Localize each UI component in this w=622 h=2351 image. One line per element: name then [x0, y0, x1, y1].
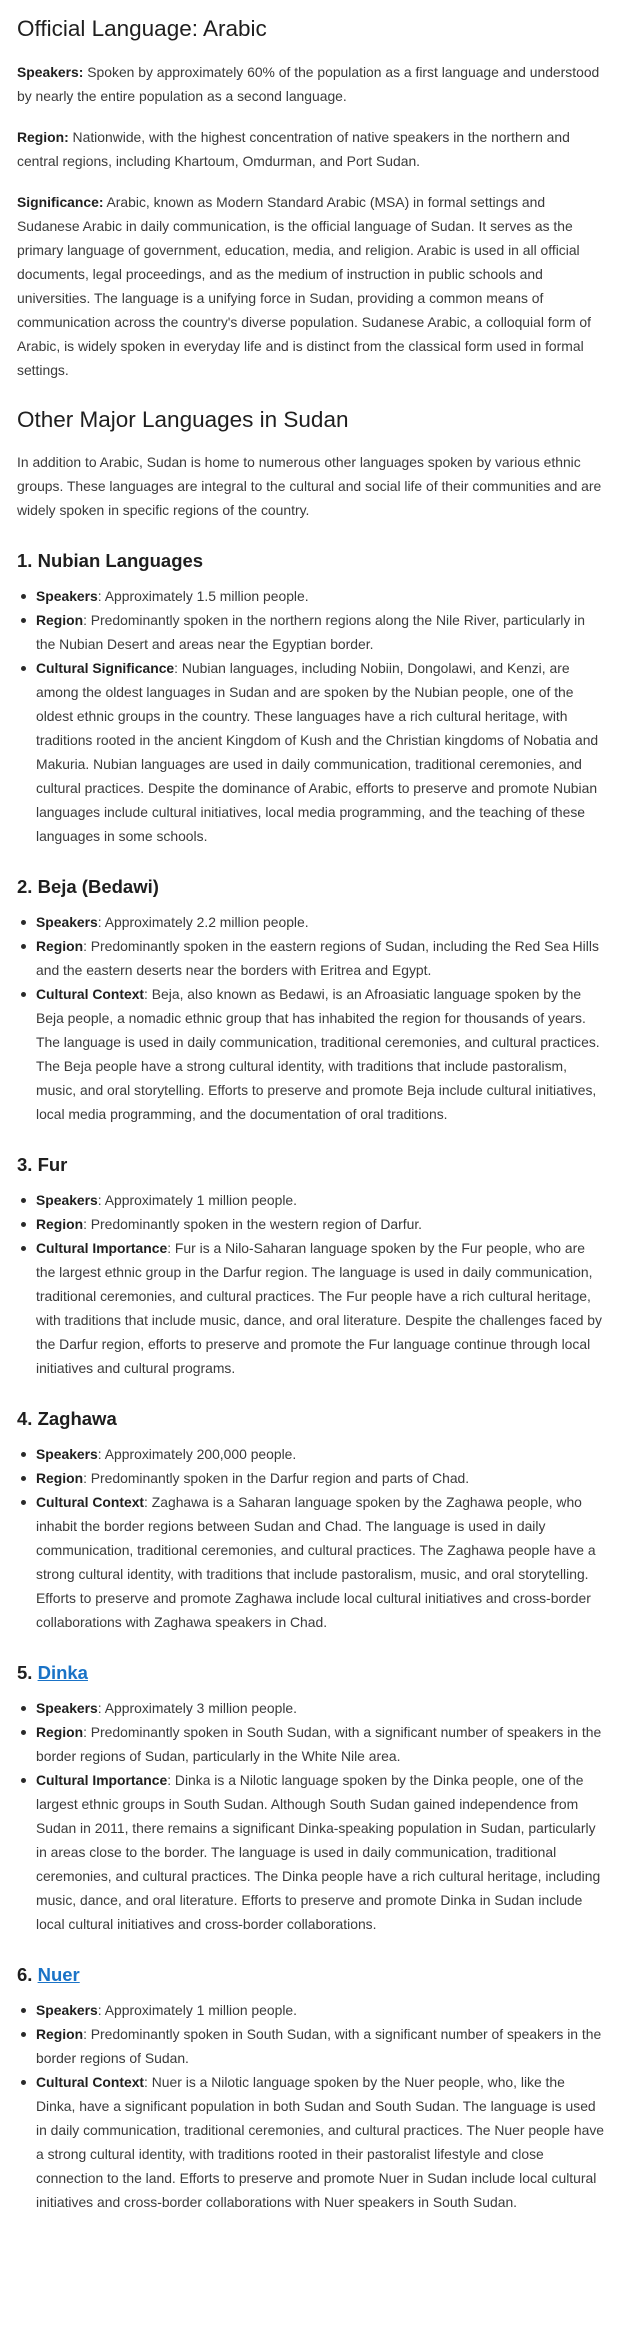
language-name: Beja (Bedawi) [37, 876, 159, 897]
significance-label: Significance: [17, 194, 104, 210]
item-text: : Fur is a Nilo-Saharan language spoken by the Fur people, who are the largest ethnic group in the Darfur region. The language is used in daily communication, traditional ceremonies, and cultural practices. The Fur people have a rich cultural heritage, with traditions that include music, dance, and oral literature. Despite the challenges faced by the Darfur region, efforts to preserve and promote the Fur language continue through local initiatives and cultural programs. [36, 1240, 602, 1376]
arabic-region-paragraph [17, 125, 606, 173]
item-label: Speakers [36, 1192, 98, 1208]
item-text: : Approximately 2.2 million people. [97, 914, 309, 930]
language-number: 2. [17, 876, 38, 897]
item-text: : Nubian languages, including Nobiin, Dongolawi, and Kenzi, are among the oldest languages in Sudan and are spoken by the Nubian people, one of the oldest ethnic groups in the country. These languages have a rich cultural heritage, with traditions rooted in the ancient Kingdom of Kush and the Christian kingdoms of Nobatia and Makuria. Nubian languages are used in daily communication, traditional ceremonies, and cultural practices. Despite the dominance of Arabic, efforts to preserve and promote Nubian languages include cultural initiatives, local media programming, and the teaching of these languages in some schools. [36, 660, 599, 844]
language-section [17, 1660, 606, 1936]
language-details-list [17, 1442, 606, 1634]
arabic-speakers-paragraph [17, 60, 606, 108]
speakers-label: Speakers: [17, 64, 84, 80]
official-language-heading: Official Language: Arabic [17, 16, 267, 41]
item-text: : Approximately 1 million people. [97, 1192, 297, 1208]
language-name: Zaghawa [37, 1408, 117, 1429]
language-heading [17, 1962, 606, 1988]
language-number: 5. [17, 1662, 38, 1683]
region-text: Nationwide, with the highest concentration of native speakers in the northern and central regions, including Khartoum, Omdurman, and Port Sudan. [17, 129, 570, 169]
item-label: Cultural Context [36, 1494, 145, 1510]
item-label: Cultural Context [36, 2074, 145, 2090]
item-label: Speakers [36, 2002, 98, 2018]
item-label: Speakers [36, 1700, 98, 1716]
item-label: Region [36, 2026, 84, 2042]
item-label: Speakers [36, 1446, 98, 1462]
item-text: : Predominantly spoken in the eastern regions of Sudan, including the Red Sea Hills and the eastern deserts near the borders with Eritrea and Egypt. [36, 938, 599, 978]
list-item [36, 1998, 606, 2022]
language-sections [17, 548, 606, 2214]
language-section [17, 548, 606, 848]
list-item [36, 1696, 606, 1720]
language-details-list [17, 1696, 606, 1936]
list-item [36, 608, 606, 656]
list-item [36, 1720, 606, 1768]
language-section [17, 1962, 606, 2214]
language-section [17, 1152, 606, 1380]
language-details-list [17, 910, 606, 1126]
item-text: : Zaghawa is a Saharan language spoken by the Zaghawa people, who inhabit the border regions between Sudan and Chad. The language is used in daily communication, traditional ceremonies, and cultural practices. The Zaghawa people have a strong cultural identity, with traditions that include pastoralism, music, and oral storytelling. Efforts to preserve and promote Zaghawa include local cultural initiatives and cross-border collaborations with Zaghawa speakers in Chad. [36, 1494, 596, 1630]
language-name-link[interactable]: Dinka [37, 1662, 88, 1683]
language-section [17, 874, 606, 1126]
language-heading [17, 1152, 606, 1178]
language-heading [17, 874, 606, 900]
item-text: : Predominantly spoken in South Sudan, with a significant number of speakers in the border regions of Sudan, particularly in the White Nile area. [36, 1724, 602, 1764]
item-text: : Beja, also known as Bedawi, is an Afroasiatic language spoken by the Beja people, a nomadic ethnic group that has inhabited the region for thousands of years. The language is used in daily communication, traditional ceremonies, and cultural practices. The Beja people have a strong cultural identity, with traditions that include pastoralism, music, and oral storytelling. Efforts to preserve and promote Beja include cultural initiatives, local media programming, and the documentation of oral traditions. [36, 986, 600, 1122]
item-label: Region [36, 1216, 84, 1232]
item-label: Cultural Significance [36, 660, 175, 676]
item-text: : Predominantly spoken in the northern regions along the Nile River, particularly in the Nubian Desert and areas near the Egyptian border. [36, 612, 585, 652]
item-text: : Nuer is a Nilotic language spoken by the Nuer people, who, like the Dinka, have a significant population in both Sudan and South Sudan. The language is used in daily communication, traditional ceremonies, and cultural practices. The Nuer people have a strong cultural identity, with traditions rooted in their pastoralist lifestyle and close connection to the land. Efforts to preserve and promote Nuer in Sudan include local cultural initiatives and cross-border collaborations with Nuer speakers in South Sudan. [36, 2074, 605, 2210]
list-item [36, 2070, 606, 2214]
list-item [36, 1212, 606, 1236]
language-section [17, 1406, 606, 1634]
language-number: 1. [17, 550, 38, 571]
list-item [36, 1188, 606, 1212]
item-label: Region [36, 1724, 84, 1740]
item-text: : Predominantly spoken in South Sudan, with a significant number of speakers in the border regions of Sudan. [36, 2026, 602, 2066]
language-number: 3. [17, 1154, 38, 1175]
language-name: Fur [37, 1154, 68, 1175]
language-number: 4. [17, 1408, 38, 1429]
language-name-link[interactable]: Nuer [37, 1964, 80, 1985]
item-text: : Approximately 200,000 people. [97, 1446, 297, 1462]
item-label: Region [36, 1470, 84, 1486]
language-details-list [17, 584, 606, 848]
list-item [36, 934, 606, 982]
language-details-list [17, 1188, 606, 1380]
list-item [36, 1442, 606, 1466]
item-text: : Approximately 1 million people. [97, 2002, 297, 2018]
language-number: 6. [17, 1964, 38, 1985]
item-text: : Approximately 3 million people. [97, 1700, 297, 1716]
item-text: : Dinka is a Nilotic language spoken by the Dinka people, one of the largest ethnic groups in South Sudan. Although South Sudan gained independence from Sudan in 2011, there remains a significant Dinka-speaking population in Sudan, particularly in areas close to the border. The language is used in daily communication, traditional ceremonies, and cultural practices. The Dinka people have a rich cultural heritage, including music, dance, and oral literature. Efforts to preserve and promote Dinka in Sudan include local cultural initiatives and cross-border collaborations. [36, 1772, 601, 1932]
list-item [36, 1768, 606, 1936]
item-text: : Predominantly spoken in the Darfur region and parts of Chad. [83, 1470, 470, 1486]
language-details-list [17, 1998, 606, 2214]
list-item [36, 982, 606, 1126]
item-text: : Approximately 1.5 million people. [97, 588, 309, 604]
list-item [36, 584, 606, 608]
language-heading [17, 1660, 606, 1686]
language-heading [17, 1406, 606, 1432]
item-label: Cultural Importance [36, 1240, 168, 1256]
speakers-text: Spoken by approximately 60% of the population as a first language and understood by nearly the entire population as a second language. [17, 64, 600, 104]
list-item [36, 1490, 606, 1634]
list-item [36, 2022, 606, 2070]
arabic-significance-paragraph [17, 190, 606, 382]
list-item [36, 1236, 606, 1380]
language-heading [17, 548, 606, 574]
list-item [36, 910, 606, 934]
item-label: Region [36, 938, 84, 954]
item-label: Speakers [36, 588, 98, 604]
significance-text: Arabic, known as Modern Standard Arabic (MSA) in formal settings and Sudanese Arabic in daily communication, is the official language of Sudan. It serves as the primary language of government, education, media, and religion. Arabic is used in all official documents, legal proceedings, and as the medium of instruction in public schools and universities. The language is a unifying force in Sudan, providing a common means of communication across the country's diverse population. Sudanese Arabic, a colloquial form of Arabic, is widely spoken in everyday life and is distinct from the classical form used in formal settings. [17, 194, 592, 378]
item-text: : Predominantly spoken in the western region of Darfur. [83, 1216, 423, 1232]
language-name: Nubian Languages [37, 550, 204, 571]
region-label: Region: [17, 129, 69, 145]
other-languages-intro: In addition to Arabic, Sudan is home to numerous other languages spoken by various ethnic groups. These languages are integral to the cultural and social life of their communities and are widely spoken in specific regions of the country. [17, 454, 602, 518]
item-label: Speakers [36, 914, 98, 930]
item-label: Cultural Importance [36, 1772, 168, 1788]
list-item [36, 656, 606, 848]
item-label: Cultural Context [36, 986, 145, 1002]
item-label: Region [36, 612, 84, 628]
other-languages-heading: Other Major Languages in Sudan [17, 407, 349, 432]
list-item [36, 1466, 606, 1490]
